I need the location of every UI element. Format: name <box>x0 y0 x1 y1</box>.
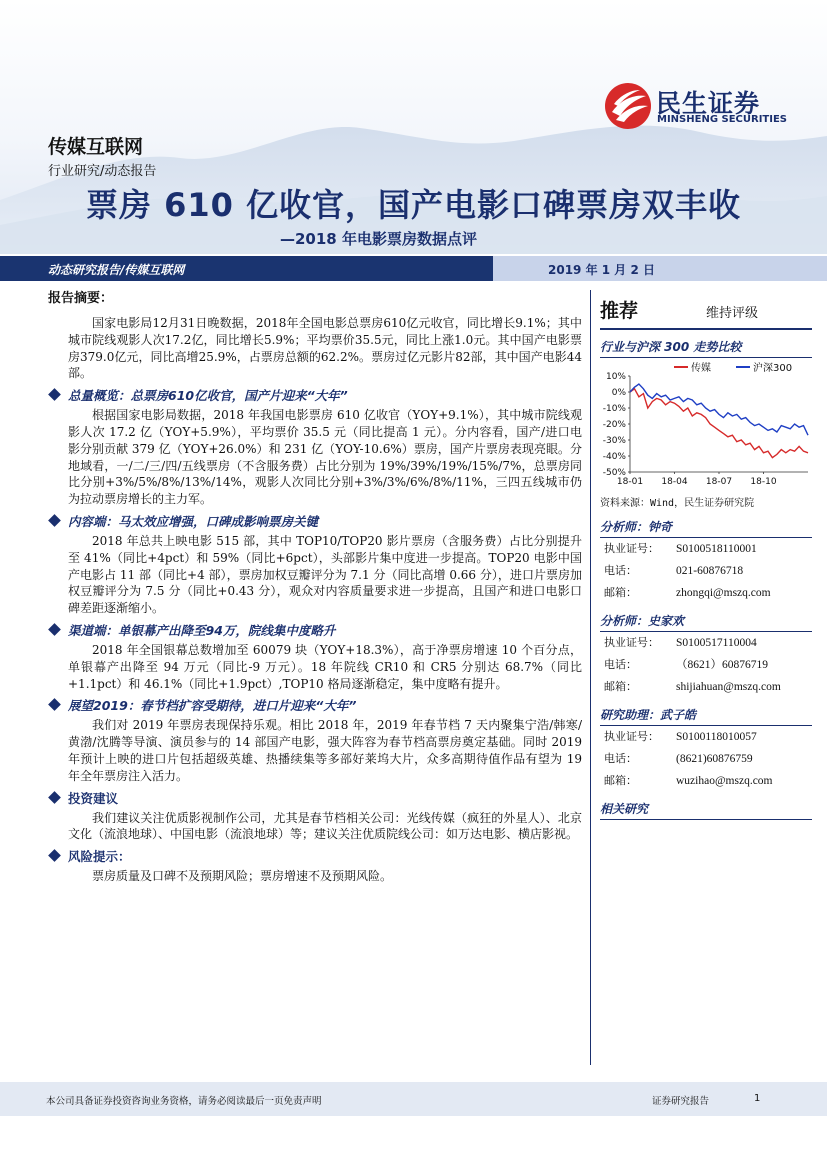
contact-value: 021-60876718 <box>676 565 744 577</box>
section-body-investment: 我们建议关注优质影视制作公司，尤其是春节档相关公司：光线传媒（疯狂的外星人）、北京文化（流浪地球）、中国电影（流浪地球）等；建议关注优质院线公司：如万达电影、横店影视。 <box>68 810 582 842</box>
email-link[interactable]: zhongqi@mszq.com <box>676 587 771 599</box>
section-body-channel: 2018 年全国银幕总数增加至 60079 块（YOY+18.3%），高于净票房增速 10 个百分点，单银幕产出降至 94 万元（同比-9 万元）。18 年院线 CR10 和 CR5 分别达 68.7%（同比+1.1pct）和 46.1%（同比+1.9pct）,TOP10 格局逐渐稳定，集中度略有提升。 <box>68 642 582 691</box>
y-tick-label: -30% <box>602 436 626 446</box>
trend-chart <box>600 360 812 490</box>
abstract-intro: 国家电影局12月31日晚数据，2018年全国电影总票房610亿元收官，同比增长9.1%；其中城市院线观影人次17.2亿，同比增长5.9%；平均票价35.5元，同比上涨1.0元。其中国产电影票房379.0亿元，同比高增25.9%，占票房总额的62.2%。票房过亿元影片82部，其中国产电影44部。 <box>68 316 582 381</box>
info-band <box>0 256 827 281</box>
series-line-1 <box>630 384 808 435</box>
section-heading-risk: 风险提示： <box>48 846 582 868</box>
section-heading-investment: 投资建议 <box>48 788 582 810</box>
rating-main: 推荐 <box>600 300 639 322</box>
section-heading-content: 内容端：马太效应增强，口碑成影响票房关键 <box>48 511 582 533</box>
sector-label: 传媒互联网 <box>48 136 144 158</box>
contact-row <box>600 676 812 698</box>
contact-label: 邮箱： <box>604 680 637 693</box>
email-link[interactable]: wuzihao@mszq.com <box>676 775 773 787</box>
email-link[interactable]: shijiahuan@mszq.com <box>676 681 781 693</box>
y-tick-label: -20% <box>602 420 626 430</box>
contact-value: （8621）60876719 <box>676 659 768 671</box>
abstract-heading: 报告摘要： <box>48 291 114 306</box>
section-heading-channel: 渠道端：单银幕产出降至94万，院线集中度略升 <box>48 620 582 642</box>
contact-row <box>600 654 812 676</box>
diamond-bullet-icon <box>48 388 61 401</box>
column-divider <box>590 290 591 1065</box>
contact-row <box>600 632 812 654</box>
page-footer <box>0 1082 827 1116</box>
contact-value: S0100118010057 <box>676 731 757 743</box>
logo-en-text: MINSHENG SECURITIES <box>657 114 787 125</box>
analyst-heading-2: 分析师：史家欢 <box>600 610 812 632</box>
report-type: 行业研究/动态报告 <box>48 164 157 179</box>
analyst-heading-1: 分析师：钟奇 <box>600 516 812 538</box>
contact-label: 电话： <box>604 658 637 671</box>
logo-cn-text: 民生证券 <box>656 89 761 118</box>
x-tick-label: 18-04 <box>661 477 688 487</box>
y-tick-label: -50% <box>602 468 626 478</box>
contact-row <box>600 726 812 748</box>
page-number: 1 <box>754 1093 761 1104</box>
contact-label: 邮箱： <box>604 774 637 787</box>
report-title: 票房 610 亿收官，国产电影口碑票房双丰收 <box>85 186 742 224</box>
contact-label: 电话： <box>604 564 637 577</box>
band-report-category: 动态研究报告/传媒互联网 <box>48 263 185 277</box>
contact-row <box>600 582 812 604</box>
contact-row <box>600 770 812 792</box>
rating-box <box>600 290 812 330</box>
contact-row <box>600 560 812 582</box>
contact-label: 执业证号： <box>604 636 659 649</box>
report-subtitle: —2018 年电影票房数据点评 <box>280 230 477 248</box>
legend-label-1: 沪深300 <box>753 363 793 374</box>
section-heading-outlook: 展望2019：春节档扩容受期待，进口片迎来“大年” <box>48 695 582 717</box>
x-tick-label: 18-07 <box>705 477 733 487</box>
sidebar <box>600 290 812 820</box>
contact-label: 邮箱： <box>604 586 637 599</box>
footer-disclaimer[interactable]: 本公司具备证券投资咨询业务资格，请务必阅读最后一页免责声明 <box>46 1096 322 1107</box>
diamond-bullet-icon <box>48 514 61 527</box>
series-line-0 <box>630 389 808 458</box>
logo-swoosh-icon <box>604 82 652 130</box>
rating-sub: 维持评级 <box>706 306 759 321</box>
minsheng-logo <box>604 82 794 132</box>
contact-label: 电话： <box>604 752 637 765</box>
section-heading-overview: 总量概览：总票房610亿收官，国产片迎来“大年” <box>48 385 582 407</box>
section-body-risk: 票房质量及口碑不及预期风险；票房增速不及预期风险。 <box>92 869 393 884</box>
contact-value: (8621)60876759 <box>676 753 753 765</box>
contact-row <box>600 538 812 560</box>
report-date: 2019 年 1 月 2 日 <box>548 263 655 277</box>
contact-value: S0100517110004 <box>676 637 757 649</box>
section-body-outlook: 我们对 2019 年票房表现保持乐观。相比 2018 年，2019 年春节档 7 天内聚集宁浩/韩寒/黄渤/沈腾等导演、演员参与的 14 部国产电影，强大阵容为春节档高票房奠定基础。同时 2019 年预计上映的进口片包括超级英雄、热播续集等多部好莱坞大片，众多高期待值作品有望为 19 年全年票房注入活力。 <box>68 718 582 783</box>
y-tick-label: -40% <box>602 452 626 462</box>
x-tick-label: 18-10 <box>750 477 777 487</box>
contact-label: 执业证号： <box>604 542 659 555</box>
diamond-bullet-icon <box>48 623 61 636</box>
related-research-heading: 相关研究 <box>600 798 812 820</box>
band-date-panel <box>493 256 827 281</box>
legend-label-0: 传媒 <box>691 363 711 374</box>
y-tick-label: 0% <box>611 388 626 398</box>
section-body-content: 2018 年总共上映电影 515 部，其中 TOP10/TOP20 影片票房（含服务费）占比分别提升至 41%（同比+4pct）和 59%（同比+6pct），头部影片集中度进一步提高。TOP20 电影中国产电影占 11 部（同比+4 部），票房加权豆瓣评分为 7.1 分（同比高增 0.66 分），进口片票房加权豆瓣评分为 7.5 分（同比+0.43 分），观众对内容质量要求进一步提高，且国产和进口电影口碑差距逐渐缩小。 <box>68 533 582 616</box>
abstract-column <box>48 287 582 885</box>
diamond-bullet-icon <box>48 698 61 711</box>
chart-heading: 行业与沪深 300 走势比较 <box>600 336 812 358</box>
chart-source: 资料来源：Wind，民生证券研究院 <box>600 498 755 509</box>
y-tick-label: 10% <box>605 372 626 382</box>
analyst-heading-3: 研究助理：武子皓 <box>600 704 812 726</box>
y-tick-label: -10% <box>602 404 626 414</box>
footer-doc-type: 证券研究报告 <box>652 1096 710 1107</box>
trend-chart-svg <box>600 360 812 490</box>
contact-label: 执业证号： <box>604 730 659 743</box>
section-body-overview: 根据国家电影局数据，2018 年我国电影票房 610 亿收官（YOY+9.1%），其中城市院线观影人次 17.2 亿（YOY+5.9%），平均票价 35.5 元（同比提高 1 元）。分内容看，国产/进口电影分别贡献 379 亿（YOY+26.0%）和 231 亿（YOY-10.6%）票房，国产片票房表现亮眼。分地域看，一/二/三/四/五线票房（不含服务费）占比分别为 19%/39%/19%/15%/7%，总票房同比分别+3%/5%/8%/13%/14%，观影人次同比分别+3%/3%/6%/8%/11%，三四五线城市仍为拉动票房增长的主力军。 <box>68 408 582 507</box>
diamond-bullet-icon <box>48 849 61 862</box>
contact-value: S0100518110001 <box>676 543 757 555</box>
diamond-bullet-icon <box>48 791 61 804</box>
report-header <box>0 0 827 254</box>
x-tick-label: 18-01 <box>616 477 644 487</box>
contact-row <box>600 748 812 770</box>
